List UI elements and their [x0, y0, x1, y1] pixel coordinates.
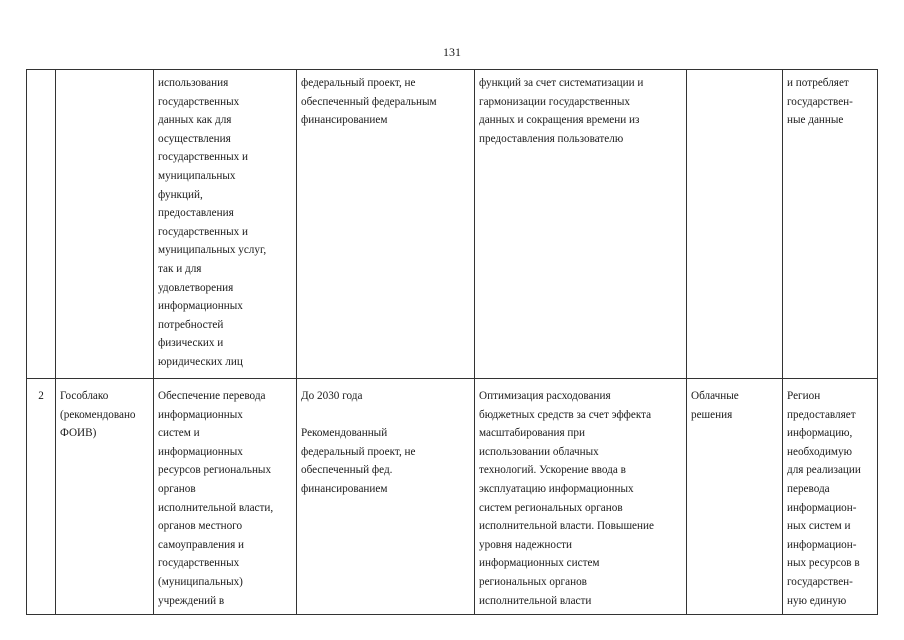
project-name-cell	[56, 70, 154, 379]
terms-cell: федеральный проект, не обеспеченный федеральным финансированием	[297, 70, 475, 379]
document-table	[26, 69, 878, 615]
technology-cell	[687, 70, 783, 379]
goal-cell: Обеспечение перевода информационных систем и информационных ресурсов региональных органов исполнительной власти, органов местного самоуправления и государственных (муниципальных) учреждений в	[154, 379, 297, 615]
goal-cell: использования государственных данных как для осуществления государственных и муниципальных функций, предоставления государственных и муниципальных услуг, так и для удовлетворения информационных потребностей физических и юридических лиц	[154, 70, 297, 379]
page-number: 131	[443, 45, 461, 59]
technology-cell: Облачные решения	[687, 379, 783, 615]
terms-cell: До 2030 года Рекомендованный федеральный проект, не обеспеченный фед. финансированием	[297, 379, 475, 615]
effect-cell: функций за счет систематизации и гармонизации государственных данных и сокращения времени из предоставления пользователю	[475, 70, 687, 379]
table-row	[27, 70, 878, 379]
row-number-cell	[27, 70, 56, 379]
region-role-cell: и потребляет государствен- ные данные	[783, 70, 878, 379]
effect-cell: Оптимизация расходования бюджетных средств за счет эффекта масштабирования при использовании облачных технологий. Ускорение ввода в эксплуатацию информационных систем региональных органов исполнительной власти. Повышение уровня надежности информационных систем региональных органов исполнительной власти	[475, 379, 687, 615]
region-role-cell: Регион предоставляет информацию, необходимую для реализации перевода информацион- ных систем и информацион- ных ресурсов в государствен- ную единую	[783, 379, 878, 615]
table-row	[27, 379, 878, 615]
row-number-cell: 2	[27, 379, 56, 615]
project-name-cell: Гособлако (рекомендовано ФОИВ)	[56, 379, 154, 615]
